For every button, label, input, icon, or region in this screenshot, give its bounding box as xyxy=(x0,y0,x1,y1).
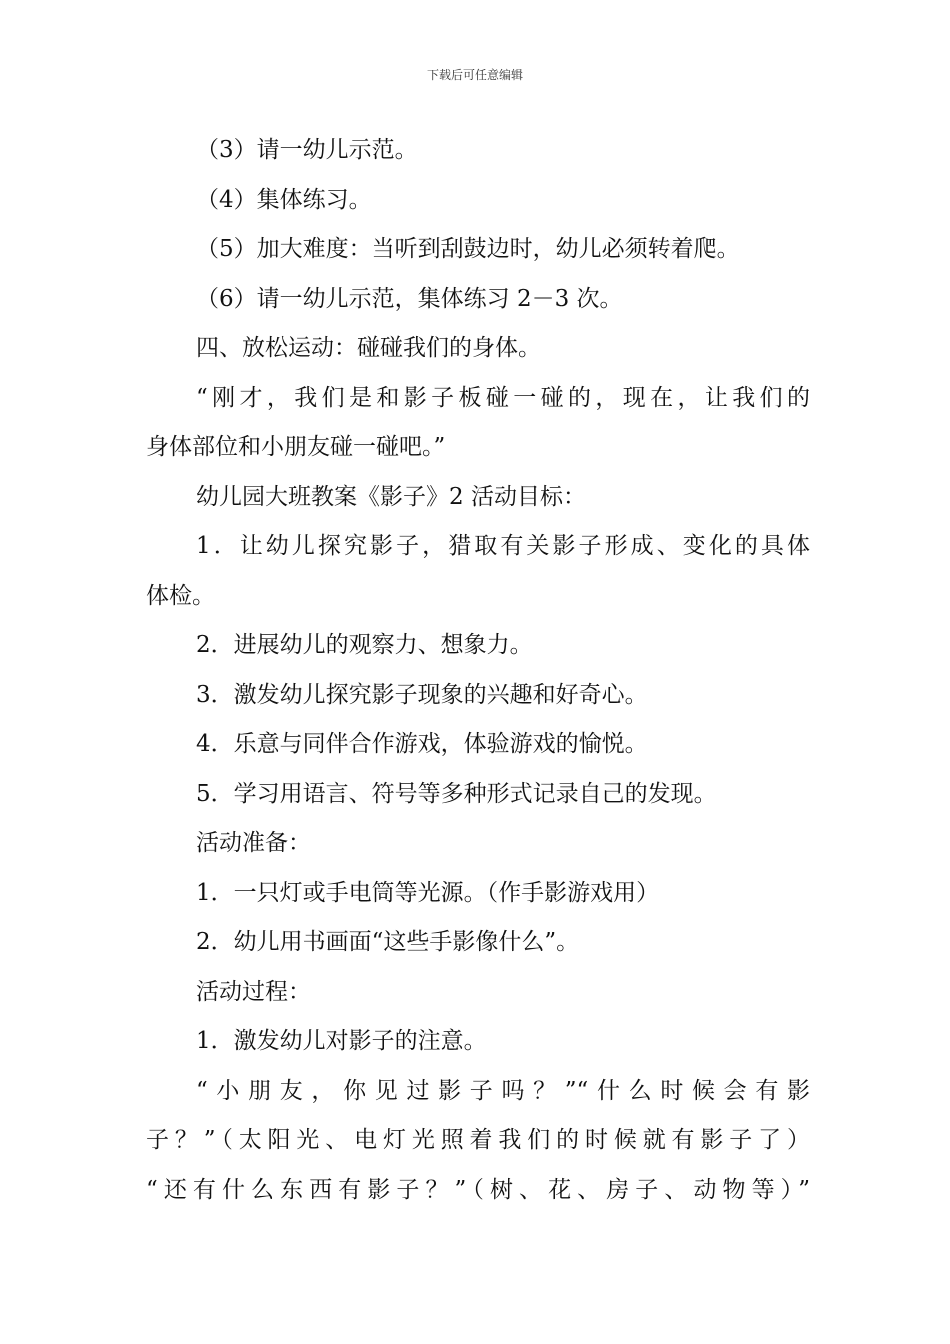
text-line: （5）加大难度：当听到刮鼓边时，幼儿必须转着爬。 xyxy=(196,236,740,262)
page-header: 下载后可任意编辑 xyxy=(426,68,523,82)
text-line: （4）集体练习。 xyxy=(196,186,372,213)
text-line: 体检。 xyxy=(146,582,215,609)
text-line: “小朋友，你见过影子吗？”“什么时候会有影 xyxy=(196,1077,810,1104)
text-line: （3）请一幼儿示范。 xyxy=(196,137,418,163)
text-line: （6）请一幼儿示范，集体练习 2－3 次。 xyxy=(196,285,623,312)
text-line: “刚才，我们是和影子板碰一碰的，现在，让我们的 xyxy=(196,384,810,411)
text-line: 3．激发幼儿探究影子现象的兴趣和好奇心。 xyxy=(196,681,648,708)
text-line: 四、放松运动：碰碰我们的身体。 xyxy=(196,335,541,361)
text-line: 子？”（太阳光、电灯光照着我们的时候就有影子了） xyxy=(146,1127,810,1153)
document-body xyxy=(146,126,810,1215)
text-line: 5．学习用语言、符号等多种形式记录自己的发现。 xyxy=(196,780,717,807)
text-line: 2．进展幼儿的观察力、想象力。 xyxy=(196,632,533,658)
text-line: 1．激发幼儿对影子的注意。 xyxy=(196,1028,487,1054)
text-line: 幼儿园大班教案《影子》2 活动目标： xyxy=(196,483,586,510)
text-line: 2．幼儿用书画面“这些手影像什么”。 xyxy=(196,929,580,955)
text-line: 活动准备： xyxy=(196,830,311,856)
text-line: 1．一只灯或手电筒等光源。（作手影游戏用） xyxy=(196,879,660,906)
text-line: 活动过程： xyxy=(196,978,311,1005)
text-line: 身体部位和小朋友碰一碰吧。” xyxy=(146,434,446,460)
text-line: 4．乐意与同伴合作游戏，体验游戏的愉悦。 xyxy=(196,731,648,757)
text-line: 1．让幼儿探究影子，猎取有关影子形成、变化的具体 xyxy=(196,533,810,559)
text-line: “还有什么东西有影子？”（树、花、房子、动物等）” xyxy=(146,1176,810,1203)
